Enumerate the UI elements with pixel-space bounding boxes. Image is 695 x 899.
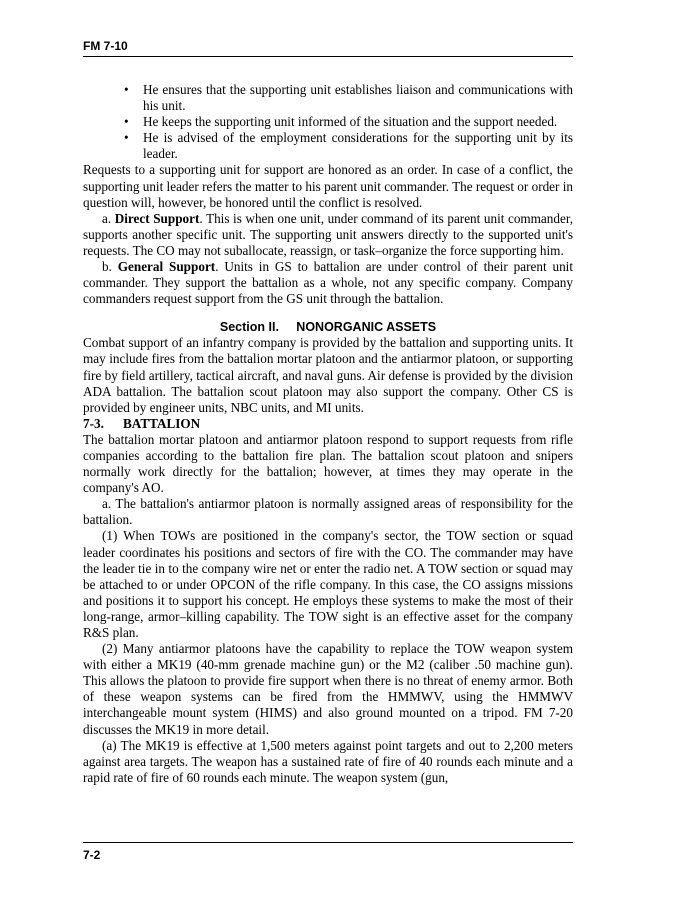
section-paragraph: Combat support of an infantry company is provided by the battalion and supporting units. It may include fires from the battalion mortar platoon and the antiarmor platoon, or supporting fire by field artillery, tactical aircraft, and naval guns. Air defense is provided by the division ADA battalion. The battalion scout platoon may also support the company. Other CS is provided by engineer units, NBC units, and MI units. (83, 335, 573, 415)
header-rule (83, 56, 573, 57)
intro-paragraph: Requests to a supporting unit for support are honored as an order. In case of a conflict, the supporting unit leader refers the matter to his parent unit commander. The request or order in question will, however, be honored until the conflict is resolved. (83, 162, 573, 210)
bullet-icon: • (124, 114, 129, 130)
page-number: 7-2 (83, 848, 101, 862)
subparagraph-2: (2) Many antiarmor platoons have the capability to replace the TOW weapon system with either a MK19 (40-mm grenade machine gun) or the M2 (caliber .50 machine gun). This allows the platoon to provide fire support when there is no threat of enemy armor. Both of these weapon systems can be fired from the HMMWV, using the HMMWV interchangeable mount system (HIMS) and also ground mounted on a tripod. FM 7-20 discusses the MK19 in more detail. (83, 641, 573, 737)
subparagraph-1: (1) When TOWs are positioned in the company's sector, the TOW section or squad leader coordinates his positions and sectors of fire with the CO. The commander may have the leader tie in to the company wire net or enter the radio net. A TOW section or squad may be attached to or under OPCON of the rifle company. In this case, the CO assigns missions and positions it to support his concept. He employs these systems to make the most of their long-range, armor–killing capability. The TOW sight is an effective asset for the company R&S plan. (83, 528, 573, 640)
page-body (83, 82, 573, 786)
footer-rule (83, 842, 573, 843)
general-support-term: General Support (117, 259, 216, 275)
bullet-icon: • (124, 130, 129, 146)
header-title: FM 7-10 (83, 39, 128, 53)
subparagraph-2a: (a) The MK19 is effective at 1,500 meters against point targets and out to 2,200 meters against area targets. The weapon has a sustained rate of fire of 40 rounds each minute and a rapid rate of fire of 60 rounds each minute. The weapon system (gun, (83, 737, 573, 785)
subparagraph-a: a. The battalion's antiarmor platoon is normally assigned areas of responsibility for the battalion. (83, 496, 573, 528)
bullet-list (83, 82, 573, 162)
bullet-item: • He ensures that the supporting unit establishes liaison and communications with his unit. (124, 82, 573, 114)
direct-support-paragraph: a. Direct Support. This is when one unit, under command of its parent unit commander, supports another specific unit. The supporting unit answers directly to the supported unit's requests. The CO may not suballocate, reassign, or task–organize the force supporting him. (83, 210, 573, 258)
battalion-paragraph: The battalion mortar platoon and antiarmor platoon respond to support requests from rifle companies according to the battalion fire plan. The battalion scout platoon and snipers normally work directly for the battalion; however, at times they may operate in the company's AO. (83, 431, 573, 496)
general-support-paragraph: b. General Support. Units in GS to battalion are under control of their parent unit commander. They support the battalion as a whole, not any specific company. Company commanders request support from the GS unit through the battalion. (83, 259, 573, 307)
paragraph-heading: 7-3. BATTALION (83, 415, 201, 431)
bullet-item: • He is advised of the employment considerations for the supporting unit by its leader. (124, 130, 573, 162)
bullet-item: • He keeps the supporting unit informed of the situation and the support needed. (124, 114, 558, 130)
bullet-icon: • (124, 82, 129, 97)
section-heading: Section II. NONORGANIC ASSETS (219, 320, 437, 335)
direct-support-term: Direct Support (114, 210, 200, 226)
